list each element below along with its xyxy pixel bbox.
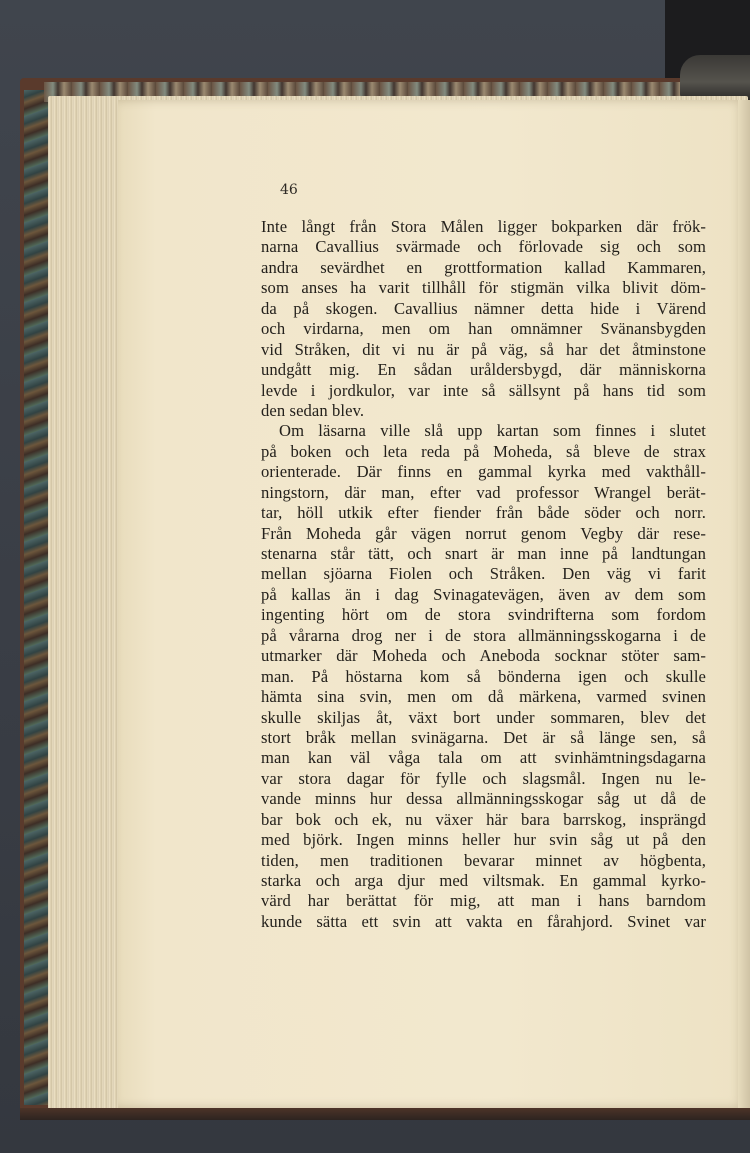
text-line: bar bok och ek, nu växer här bara barrskog, insprängd xyxy=(261,809,706,829)
text-line: på vårarna drog ner i de stora allmänningsskogarna i de xyxy=(261,625,706,645)
text-line: undgått mig. En sådan uråldersbygd, där människorna xyxy=(261,360,706,380)
text-line: narna Cavallius svärmade och förlovade sig och som xyxy=(261,237,706,257)
page-body-text xyxy=(261,217,706,932)
text-line: på boken och leta reda på Moheda, så bleve de strax xyxy=(261,441,706,461)
text-line: Om läsarna ville slå upp kartan som finnes i slutet xyxy=(279,421,706,441)
text-line: på kallas än i dag Svinagatevägen, även av dem som xyxy=(261,584,706,604)
text-line: Inte långt från Stora Målen ligger bokparken där frök- xyxy=(261,217,706,236)
text-line: vid Stråken, dit vi nu är på väg, så har det åtminstone xyxy=(261,339,706,359)
text-line: var stora dagar för fylle och slagsmål. Ingen nu le- xyxy=(261,768,706,788)
text-line: stort bråk mellan svinägarna. Det är så länge sen, så xyxy=(261,727,706,747)
text-line: den sedan blev. xyxy=(261,400,365,420)
text-line: levde i jordkulor, var inte så sällsynt på hans tid som xyxy=(261,380,706,400)
page-edge-right xyxy=(738,100,750,1108)
text-line: man. På höstarna kom så bönderna igen och skulle xyxy=(261,666,706,686)
cover-bottom-edge xyxy=(20,1108,750,1120)
text-line: andra sevärdhet en grottformation kallad Kammaren, xyxy=(261,257,706,277)
text-line: da på skogen. Cavallius nämner detta hide i Värend xyxy=(261,298,706,318)
text-line: stenarna står tätt, och snart är man inne på landtungan xyxy=(261,544,706,563)
text-line: värd har berättat för mig, att man i hans barndom xyxy=(261,891,706,911)
text-line: tar, höll utkik efter fiender från både söder och norr. xyxy=(261,503,706,523)
text-line: utmarker där Moheda och Aneboda socknar stöter sam- xyxy=(261,646,706,666)
text-line: hämta sina svin, men om då märkena, varmed svinen xyxy=(261,687,706,707)
text-line: man kan väl våga tala om att svinhämtningsdagarna xyxy=(261,748,706,768)
text-line: starka och arga djur med viltsmak. En gammal kyrko- xyxy=(261,871,706,890)
text-line: som anses ha varit tillhåll för stigmän vilka blivit döm- xyxy=(261,278,706,298)
page-number: 46 xyxy=(280,182,298,198)
text-line: ingenting hört om de stora svindrifterna som fordom xyxy=(261,605,706,625)
text-line: skulle skiljas åt, växt bort under sommaren, blev det xyxy=(261,707,706,727)
text-line: med björk. Ingen minns heller hur svin såg ut på den xyxy=(261,830,706,850)
text-line: kunde sätta ett svin att vakta en fårahjord. Svinet var xyxy=(261,911,706,931)
text-line: vande minns hur dessa allmänningsskogar såg ut då de xyxy=(261,789,706,809)
text-line: och virdarna, men om han omnämner Svänansbygden xyxy=(261,319,706,339)
text-line: mellan sjöarna Fiolen och Stråken. Den väg vi farit xyxy=(261,564,706,584)
text-line: Från Moheda går vägen norrut genom Vegby där rese- xyxy=(261,523,706,543)
book-spine xyxy=(680,55,750,100)
text-line: orienterade. Där finns en gammal kyrka med vakthåll- xyxy=(261,462,706,482)
text-line: tiden, men traditionen bevarar minnet av högbenta, xyxy=(261,850,706,870)
text-line: ningstorn, där man, efter vad professor Wrangel berät- xyxy=(261,482,706,502)
